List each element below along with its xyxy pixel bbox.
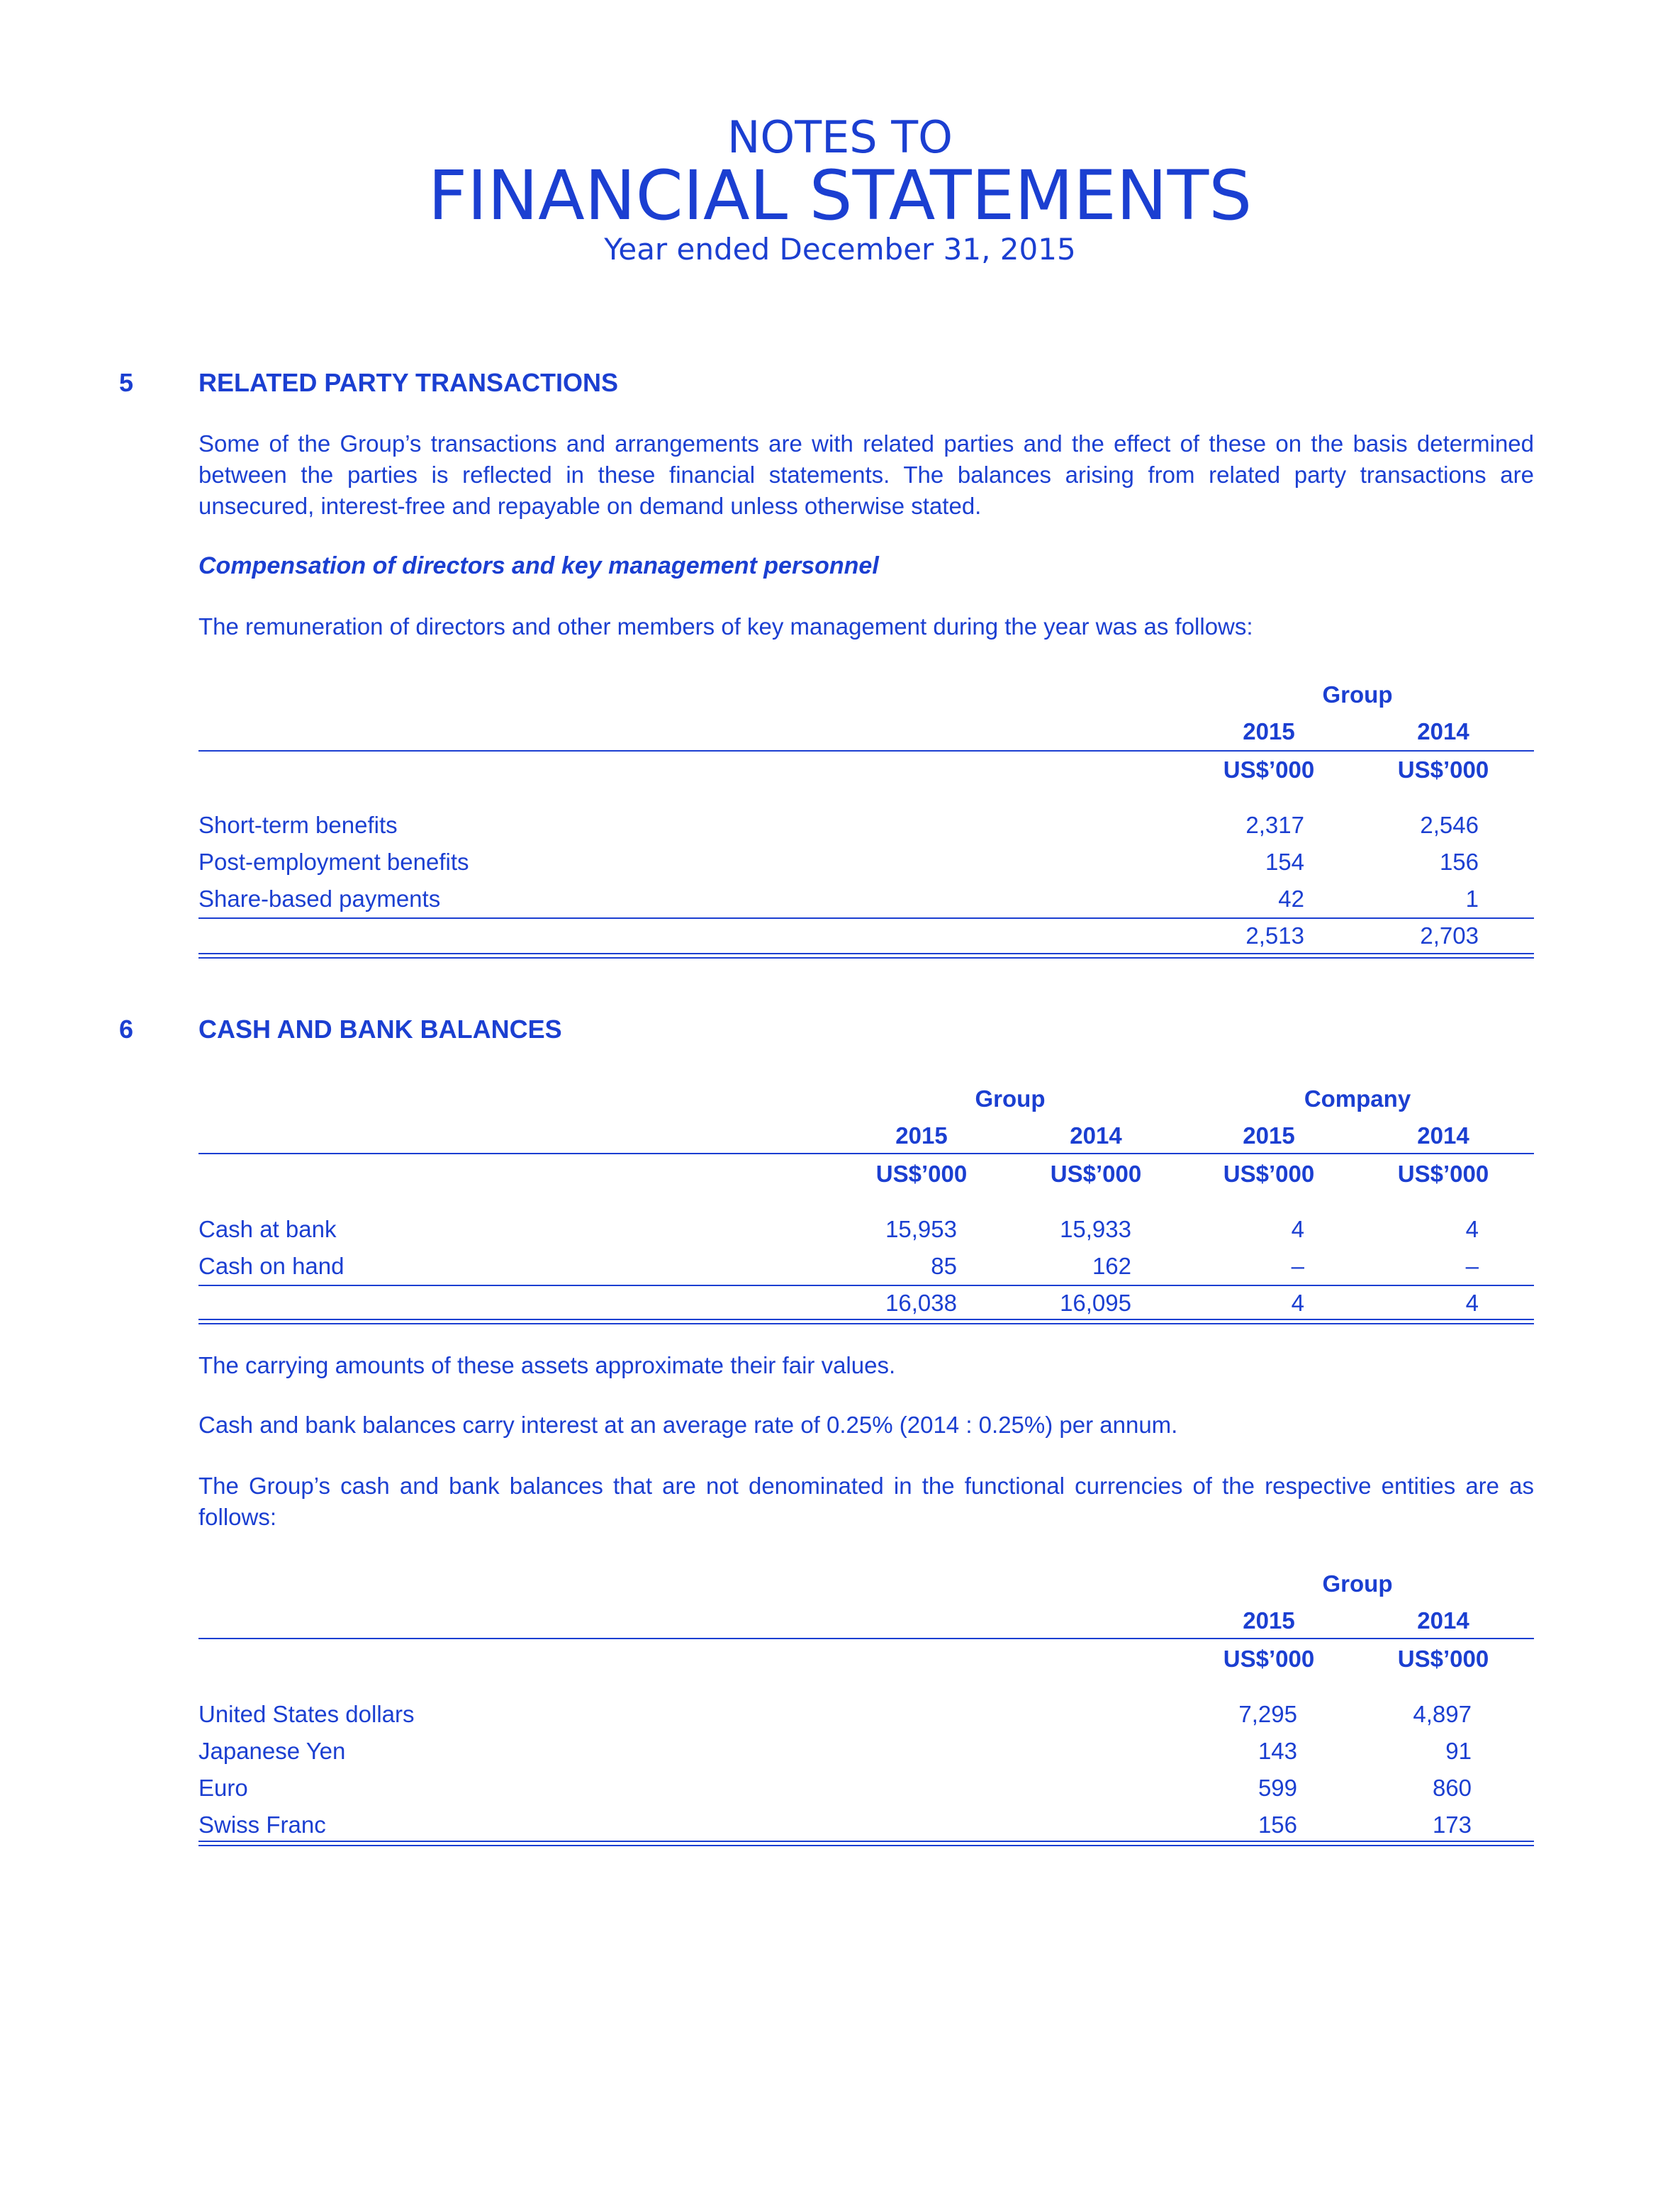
- total-2014: 2,703: [1420, 922, 1479, 949]
- section-6-title: CASH AND BANK BALANCES: [198, 1015, 562, 1044]
- col-company-2014: 2014: [1417, 1122, 1469, 1149]
- col-group-2014: 2014: [1070, 1122, 1122, 1149]
- section-6-paragraph-2: Cash and bank balances carry interest at an average rate of 0.25% (2014 : 0.25%) per annum.: [198, 1412, 1178, 1438]
- double-rule-bottom: [198, 957, 1534, 959]
- cell-2015: 154: [1265, 849, 1304, 875]
- section-6-paragraph-3: The Group’s cash and bank balances that are not denominated in the functional currencies of the respective entities are as follows:: [198, 1473, 1534, 1530]
- table-rule: [198, 1638, 1534, 1639]
- table-rule: [198, 750, 1534, 752]
- subtotal-rule: [198, 917, 1534, 919]
- cell: 15,933: [1060, 1216, 1131, 1242]
- page-title: FINANCIAL STATEMENTS: [427, 156, 1253, 235]
- row-label: Euro: [198, 1775, 248, 1801]
- cell-2014: 4,897: [1413, 1701, 1472, 1727]
- col-unit-2015: US$’000: [1223, 1646, 1315, 1672]
- row-label: Share-based payments: [198, 886, 441, 912]
- table-group-header: Group: [1322, 681, 1393, 708]
- table-rule: [198, 1153, 1534, 1154]
- cell-2014: 1: [1465, 886, 1479, 912]
- total: 4: [1291, 1290, 1304, 1316]
- cell-2014: 156: [1439, 849, 1479, 875]
- double-rule-top: [198, 1319, 1534, 1320]
- col-unit: US$’000: [1397, 1161, 1489, 1187]
- row-label: Cash at bank: [198, 1216, 337, 1242]
- cell-2015: 599: [1258, 1775, 1297, 1801]
- row-label: United States dollars: [198, 1701, 415, 1727]
- table-group-header: Group: [975, 1085, 1046, 1112]
- section-5-subheading: Compensation of directors and key management personnel: [198, 552, 879, 579]
- cell-2014: 173: [1432, 1812, 1472, 1838]
- total: 4: [1465, 1290, 1479, 1316]
- col-year-2014: 2014: [1417, 1607, 1469, 1634]
- cell: –: [1291, 1253, 1304, 1279]
- total: 16,038: [885, 1290, 957, 1316]
- cell: –: [1465, 1253, 1479, 1279]
- col-year-2015: 2015: [1243, 1607, 1295, 1634]
- col-unit-2014: US$’000: [1397, 757, 1489, 783]
- total-2015: 2,513: [1245, 922, 1304, 949]
- section-6-number: 6: [119, 1015, 134, 1044]
- cell-2015: 42: [1278, 886, 1304, 912]
- row-label: Japanese Yen: [198, 1738, 346, 1764]
- row-label: Post-employment benefits: [198, 849, 469, 875]
- cell: 85: [931, 1253, 957, 1279]
- section-5-paragraph-1: Some of the Group’s transactions and arrangements are with related parties and the effect of these on the basis determined between the parties is reflected in these financial statements. The balances arising from related party transactions are unsecured, interest-free and repayable on demand unless otherwise stated.: [198, 430, 1534, 519]
- page-subtitle: Year ended December 31, 2015: [604, 232, 1076, 267]
- cell: 4: [1291, 1216, 1304, 1242]
- double-rule-bottom: [198, 1845, 1534, 1846]
- total: 16,095: [1060, 1290, 1131, 1316]
- row-label: Swiss Franc: [198, 1812, 326, 1838]
- subtotal-rule: [198, 1285, 1534, 1286]
- col-unit-2014: US$’000: [1397, 1646, 1489, 1672]
- col-unit-2015: US$’000: [1223, 757, 1315, 783]
- col-unit: US$’000: [1223, 1161, 1315, 1187]
- cell-2014: 91: [1445, 1738, 1472, 1764]
- col-group-2015: 2015: [895, 1122, 948, 1149]
- cell: 15,953: [885, 1216, 957, 1242]
- cell-2015: 156: [1258, 1812, 1297, 1838]
- table-group-header: Group: [1322, 1570, 1393, 1597]
- table-company-header: Company: [1304, 1085, 1411, 1112]
- col-company-2015: 2015: [1243, 1122, 1295, 1149]
- col-year-2015: 2015: [1243, 718, 1295, 744]
- cell-2015: 143: [1258, 1738, 1297, 1764]
- cell-2014: 860: [1432, 1775, 1472, 1801]
- cell-2014: 2,546: [1420, 812, 1479, 838]
- double-rule-bottom: [198, 1323, 1534, 1324]
- cell-2015: 7,295: [1238, 1701, 1297, 1727]
- section-5-title: RELATED PARTY TRANSACTIONS: [198, 368, 619, 397]
- section-5-number: 5: [119, 368, 134, 397]
- cell: 4: [1465, 1216, 1479, 1242]
- double-rule-top: [198, 953, 1534, 954]
- section-6-paragraph-1: The carrying amounts of these assets approximate their fair values.: [198, 1352, 896, 1378]
- col-year-2014: 2014: [1417, 718, 1469, 744]
- header-notes-to: NOTES TO: [727, 111, 953, 163]
- cell-2015: 2,317: [1245, 812, 1304, 838]
- col-unit: US$’000: [875, 1161, 968, 1187]
- double-rule-top: [198, 1841, 1534, 1842]
- section-5-paragraph-2: The remuneration of directors and other members of key management during the year was as follows:: [198, 613, 1253, 640]
- cell: 162: [1092, 1253, 1131, 1279]
- row-label: Cash on hand: [198, 1253, 345, 1279]
- col-unit: US$’000: [1050, 1161, 1142, 1187]
- row-label: Short-term benefits: [198, 812, 398, 838]
